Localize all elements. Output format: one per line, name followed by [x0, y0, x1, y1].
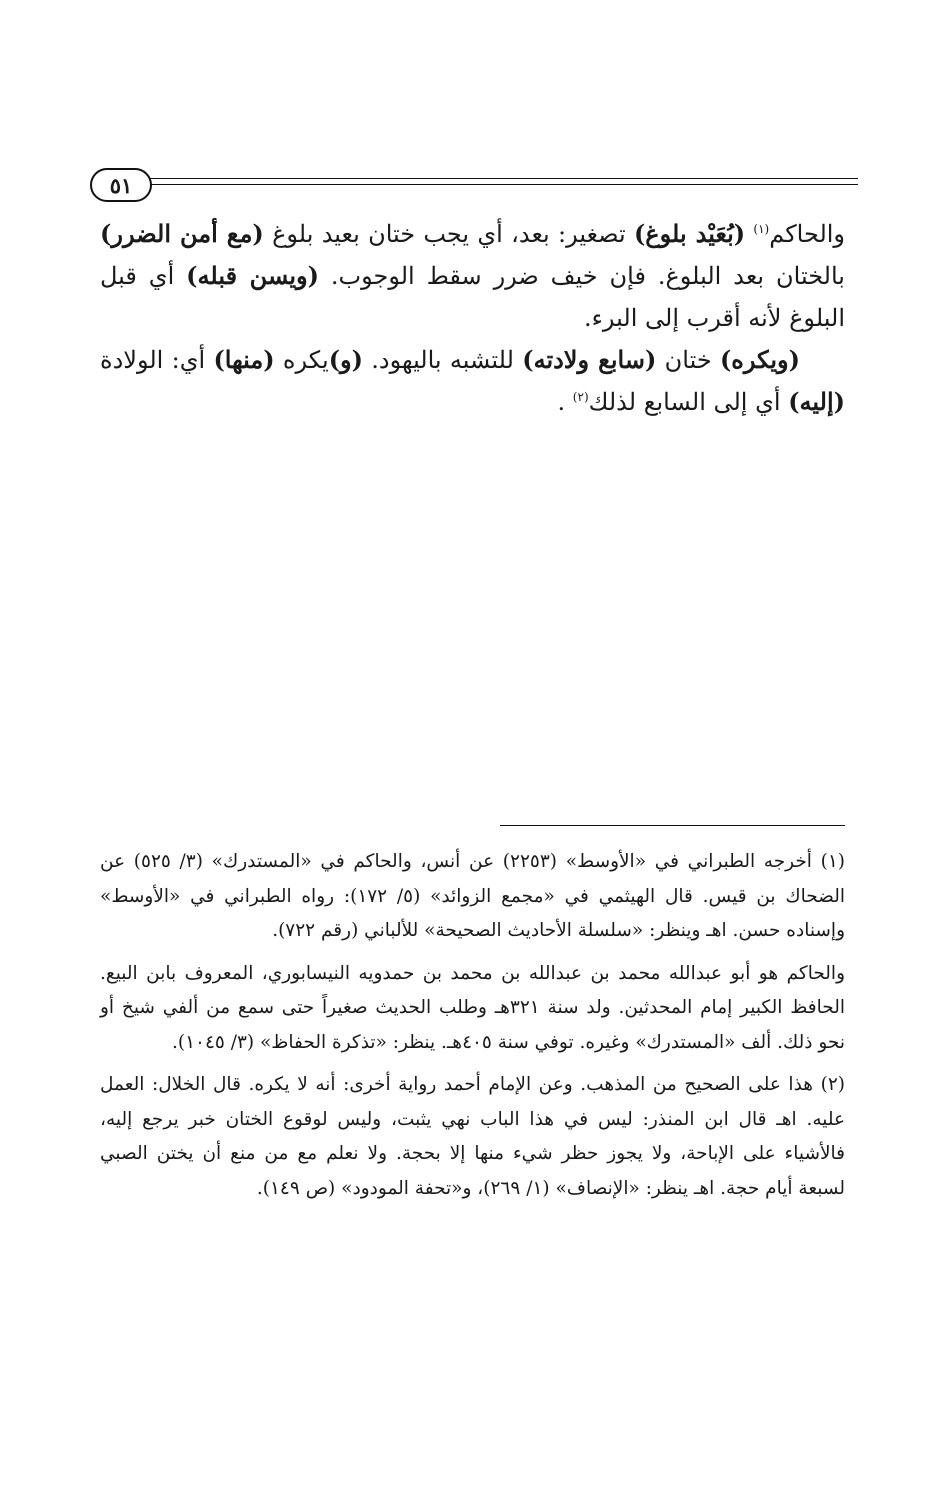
footnote-2: (٢) هذا على الصحيح من المذهب. وعن الإمام أحمد رواية أخرى: أنه لا يكره. قال الخلال: العمل عليه. اهـ قال ابن المنذر: ليس في هذا الباب نهي يثبت، وليس لوقوع الختان خبر يرجع إليه، فالأشياء على الإباحة، ولا يجوز حظر شيء منها إلا بحجة. ولا نعلم مع من منع أن يختن الصبي لسبعة أيام حجة. اهـ ينظر: «الإنصاف» (١/ ٢٦٩)، و«تحفة المودود» (ص ١٤٩).: [100, 1074, 845, 1199]
text-run: أي إلى السابع لذلك: [588, 388, 789, 416]
main-text: [100, 213, 845, 423]
bold-term: (و): [328, 345, 363, 374]
page-number: ٥١: [90, 168, 152, 202]
text-run: يكره: [274, 346, 329, 374]
footnote-separator: [500, 825, 845, 826]
bold-term: (سابع ولادته): [522, 345, 657, 374]
text-run: والحاكم: [769, 220, 846, 248]
text-run: أي قبل البلوغ لأنه أقرب إلى البرء.: [100, 262, 845, 332]
bold-term: (مع أمن الضرر): [100, 219, 264, 248]
bold-term: (ويسن قبله): [186, 261, 319, 290]
text-run: بالختان بعد البلوغ. فإن خيف ضرر سقط الوجوب.: [318, 262, 845, 290]
bold-term: (منها): [213, 345, 275, 374]
footnotes: [100, 845, 845, 1214]
footnote-1-continuation: والحاكم هو أبو عبدالله محمد بن عبدالله بن محمد بن حمدويه النيسابوري، المعروف بابن البيع. الحافظ الكبير إمام المحدثين. ولد سنة ٣٢١هـ وطلب الحديث صغيراً حتى سمع من ألفي شيخ أو نحو ذلك. ألف «المستدرك» وغيره. توفي سنة ٤٠٥هـ. ينظر: «تذكرة الحفاظ» (٣/ ١٠٤٥).: [100, 962, 846, 1053]
bold-term: (إليه): [788, 387, 845, 416]
footnote-1: (١) أخرجه الطبراني في «الأوسط» (٢٢٥٣) عن أنس، والحاكم في «المستدرك» (٣/ ٥٢٥) عن الضحاك بن قيس. قال الهيثمي في «مجمع الزوائد» (٥/ ١٧٢): رواه الطبراني في «الأوسط» وإسناده حسن. اهـ وينظر: «سلسلة الأحاديث الصحيحة» للألباني (رقم ٧٢٢).: [100, 851, 846, 941]
text-run: .: [557, 388, 573, 416]
paragraph-2: [100, 339, 845, 423]
text-run: ختان: [656, 346, 720, 374]
page-header: [90, 168, 858, 202]
text-run: للتشبه باليهود.: [363, 346, 523, 374]
text-run: أي: الولادة: [100, 346, 214, 374]
bold-term: (بُعَيْد بلوغ): [633, 219, 746, 248]
bold-term: (ويكره): [719, 345, 801, 374]
footnote-marker-1[interactable]: (١): [753, 222, 770, 236]
text-run: تصغير: بعد، أي يجب ختان بعيد بلوغ: [263, 220, 634, 248]
paragraph-1: [100, 213, 845, 339]
header-rule: [140, 178, 858, 179]
footnote-marker-2[interactable]: (٢): [572, 390, 589, 404]
header-rule-double: [140, 184, 858, 185]
